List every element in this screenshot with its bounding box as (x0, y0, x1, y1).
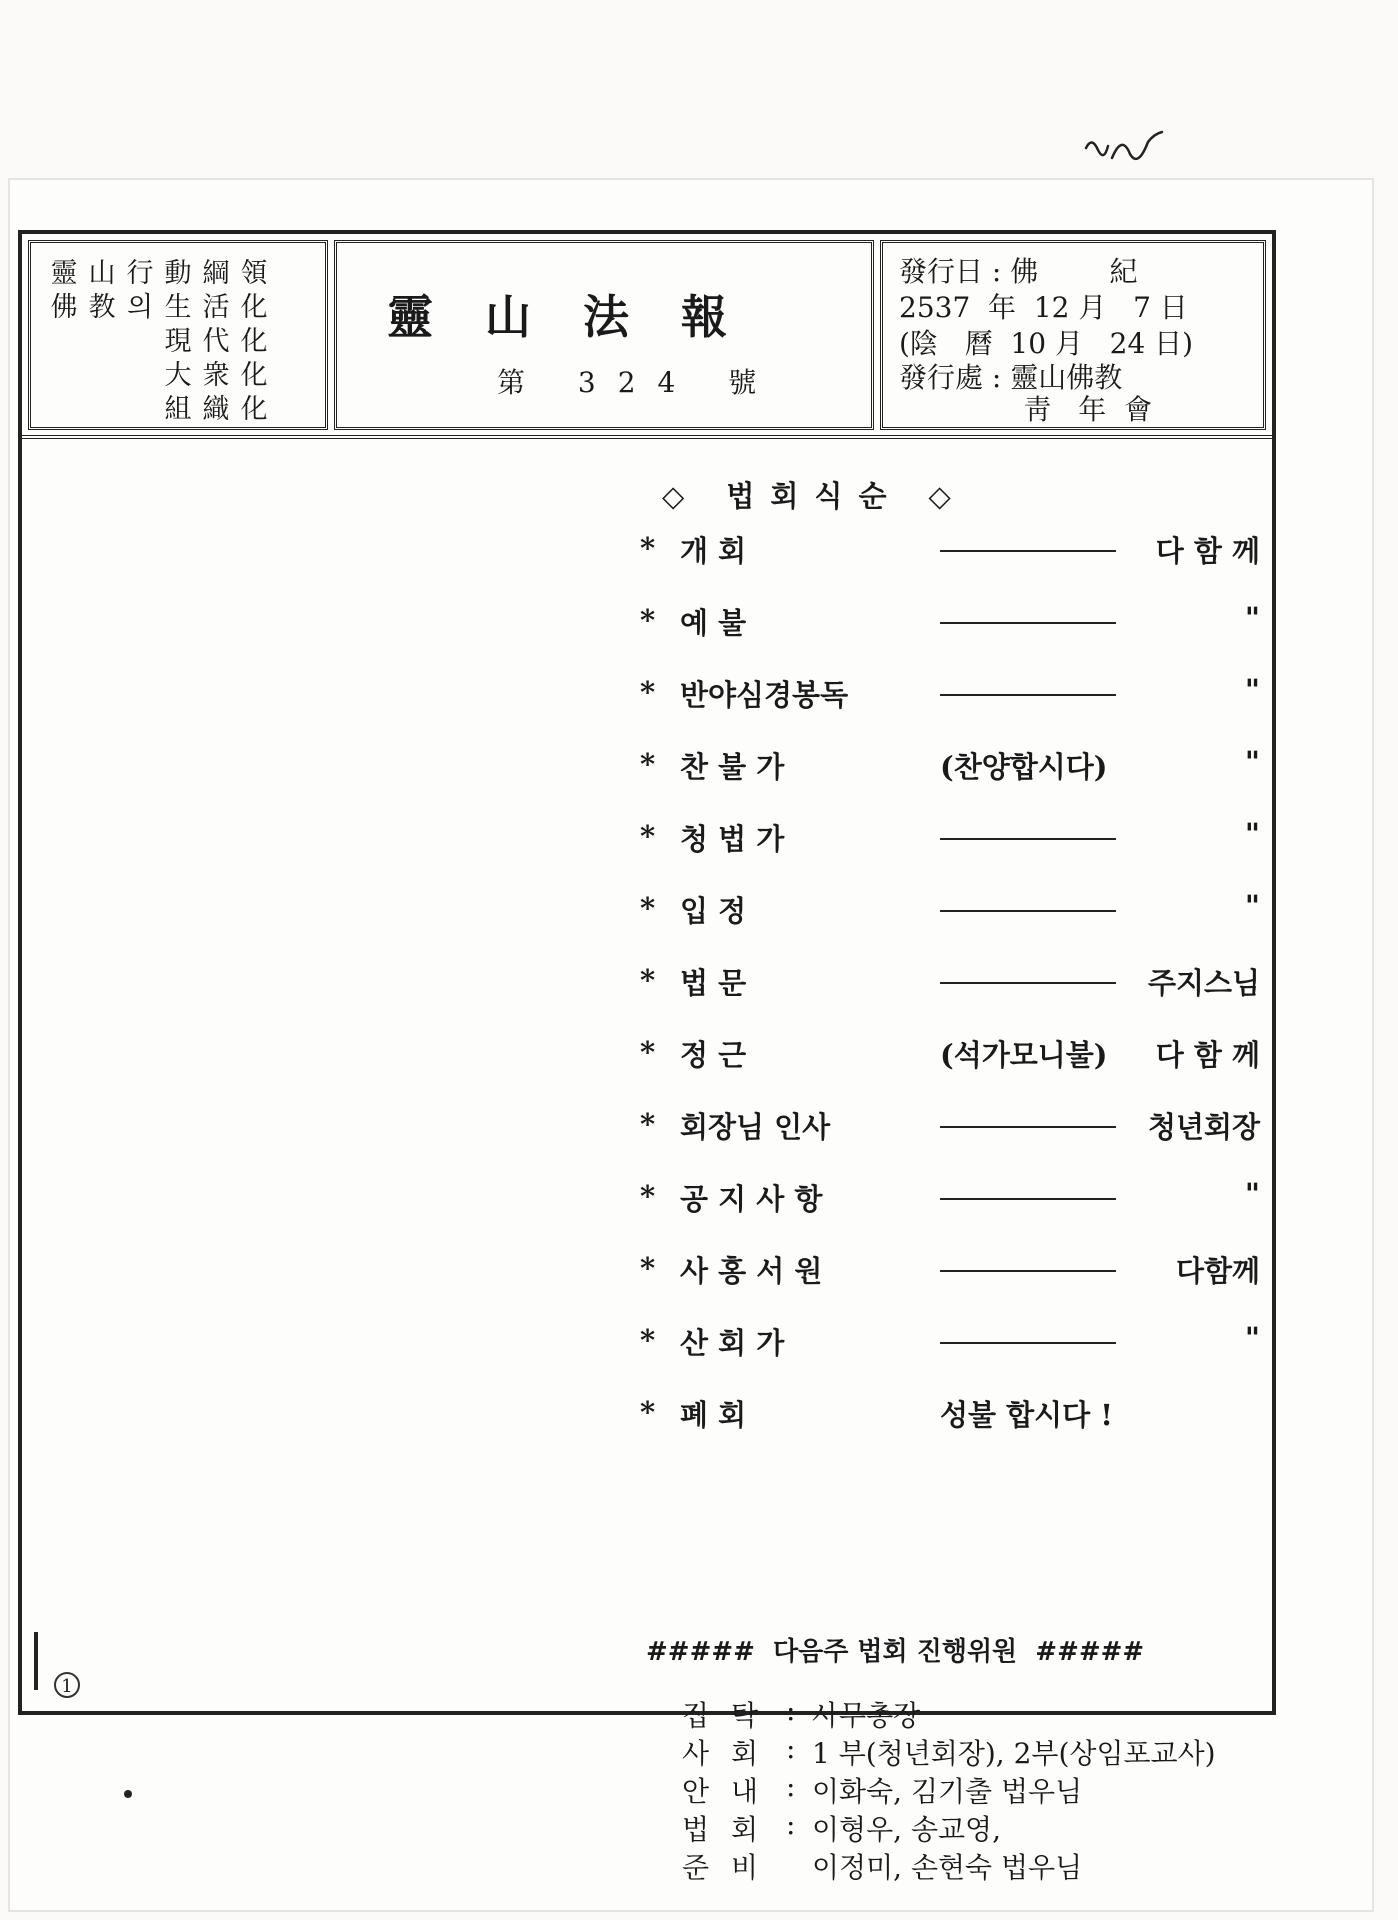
mission-char: 代 (202, 326, 230, 357)
order-label: 사 홍 서 원 (680, 1254, 823, 1288)
duty-role: 사회 (682, 1737, 781, 1770)
mission-char: 織 (202, 394, 230, 425)
mission-char: 化 (240, 292, 268, 323)
mission-char: 의 (126, 292, 154, 323)
mission-char: 大 (164, 360, 192, 391)
handwritten-mark (1078, 128, 1168, 178)
margin-mark (34, 1632, 38, 1690)
order-label: 산 회 가 (680, 1326, 785, 1360)
order-presenter: " (1244, 889, 1260, 923)
order-item (640, 529, 1260, 569)
duty-row (682, 1770, 1282, 1806)
leader-line (940, 694, 1116, 696)
order-presenter: " (1244, 817, 1260, 851)
info-line: 2537 年 12 月 7 日 (899, 291, 1188, 324)
mission-char: 活 (202, 292, 230, 323)
order-item (640, 601, 1260, 641)
order-label: 공 지 사 항 (680, 1182, 823, 1216)
mission-char (273, 291, 311, 325)
duty-role: 안내 (682, 1775, 781, 1808)
order-label: 예 불 (680, 606, 747, 640)
order-presenter: 다 함 께 (1155, 1038, 1260, 1072)
order-detail: (찬양합시다) (940, 750, 1108, 784)
leader-line (940, 910, 1116, 912)
order-presenter: " (1244, 745, 1260, 779)
mission-char: 現 (164, 326, 192, 357)
asterisk-icon: * (640, 675, 656, 709)
order-presenter: " (1244, 1321, 1260, 1355)
leader-line (940, 1342, 1116, 1344)
leader-line (940, 838, 1116, 840)
program-heading: ◇ 법회식순 ◇ (662, 479, 967, 513)
order-presenter: 주지스님 (1147, 966, 1260, 1000)
duty-row (682, 1694, 1282, 1730)
asterisk-icon: * (640, 603, 656, 637)
duty-role: 준비 (682, 1851, 781, 1884)
order-label: 회장님 인사 (680, 1110, 831, 1144)
asterisk-icon: * (640, 747, 656, 781)
mission-grid (45, 257, 311, 427)
duty-persons: 사무총장 (812, 1699, 921, 1732)
mission-char (121, 359, 159, 393)
mission-char: 綱 (202, 258, 230, 289)
duty-persons: 이정미, 손현숙 법우님 (812, 1851, 1083, 1884)
order-item (640, 1105, 1260, 1145)
asterisk-icon: * (640, 1035, 656, 1069)
mission-char: 行 (126, 258, 154, 289)
order-presenter: 다함께 (1175, 1254, 1260, 1288)
asterisk-icon: * (640, 531, 656, 565)
mission-char: 教 (88, 292, 116, 323)
mission-char (273, 325, 311, 359)
asterisk-icon: * (640, 891, 656, 925)
order-presenter: " (1244, 601, 1260, 635)
duty-row (682, 1732, 1282, 1768)
masthead (22, 234, 1272, 439)
order-item (640, 889, 1260, 929)
mission-char: 衆 (202, 360, 230, 391)
leader-line (940, 1198, 1116, 1200)
mission-box (28, 240, 328, 430)
order-item (640, 1033, 1260, 1073)
mission-char (273, 393, 311, 427)
mission-char (83, 325, 121, 359)
order-item (640, 1321, 1260, 1361)
order-item (640, 1249, 1260, 1289)
page-number: 1 (54, 1672, 80, 1698)
leader-line (940, 982, 1116, 984)
asterisk-icon: * (640, 819, 656, 853)
duty-row (682, 1808, 1282, 1844)
mission-char (121, 393, 159, 427)
info-line: 發行處 : 靈山佛教 (899, 361, 1123, 394)
asterisk-icon: * (640, 1323, 656, 1357)
info-line: 發行日 : 佛 紀 (899, 255, 1138, 288)
paper-title: 靈山法報 (387, 290, 779, 344)
mission-char (45, 359, 83, 393)
order-presenter: " (1244, 673, 1260, 707)
order-item (640, 1177, 1260, 1217)
leader-line (940, 1126, 1116, 1128)
duty-colon: : (786, 1770, 796, 1803)
mission-char: 化 (240, 394, 268, 425)
duty-persons: 이화숙, 김기출 법우님 (812, 1775, 1083, 1808)
next-week-heading: ##### 다음주 법회 진행위원 ##### (646, 1637, 1145, 1667)
mission-char: 領 (240, 258, 268, 289)
mission-char: 山 (88, 258, 116, 289)
leader-line (940, 550, 1116, 552)
mission-char (83, 393, 121, 427)
asterisk-icon: * (640, 963, 656, 997)
duty-persons: 1 부(청년회장), 2부(상임포교사) (812, 1737, 1216, 1770)
order-presenter: 청년회장 (1147, 1110, 1260, 1144)
order-label: 반야심경봉독 (680, 678, 849, 712)
ink-dot (124, 1790, 132, 1798)
mission-char: 化 (240, 360, 268, 391)
mission-char (83, 359, 121, 393)
mission-char (121, 325, 159, 359)
mission-char (45, 325, 83, 359)
order-label: 폐 회 (680, 1398, 747, 1432)
mission-char (45, 393, 83, 427)
mission-char (273, 359, 311, 393)
order-label: 찬 불 가 (680, 750, 785, 784)
duty-persons: 이형우, 송교영, (812, 1813, 1001, 1846)
order-label: 정 근 (680, 1038, 747, 1072)
newsletter-frame (18, 230, 1276, 1884)
duty-colon: : (786, 1808, 796, 1841)
order-label: 청 법 가 (680, 822, 785, 856)
mission-char: 動 (164, 258, 192, 289)
mission-char (273, 257, 311, 291)
service-program (22, 439, 1272, 1884)
title-box (334, 240, 874, 430)
order-detail: (석가모니불) (940, 1038, 1108, 1072)
asterisk-icon: * (640, 1179, 656, 1213)
asterisk-icon: * (640, 1107, 656, 1141)
order-label: 개 회 (680, 534, 747, 568)
mission-char: 生 (164, 292, 192, 323)
order-label: 입 정 (680, 894, 747, 928)
order-label: 법 문 (680, 966, 747, 1000)
order-presenter: " (1244, 1177, 1260, 1211)
mission-char: 組 (164, 394, 192, 425)
duty-role: 법회 (682, 1813, 781, 1846)
info-line: (陰 曆 10 月 24 日) (899, 327, 1194, 360)
order-item (640, 817, 1260, 857)
mission-char: 化 (240, 326, 268, 357)
issue-number: 第 324 號 (497, 366, 779, 399)
asterisk-icon: * (640, 1395, 656, 1429)
leader-line (940, 622, 1116, 624)
order-item (640, 673, 1260, 713)
info-line: 靑 年 會 (899, 393, 1153, 426)
duty-colon: : (786, 1732, 796, 1765)
order-detail: 성불 합시다 ! (940, 1398, 1113, 1432)
duty-colon: : (786, 1694, 796, 1727)
order-presenter: 다 함 께 (1155, 534, 1260, 568)
leader-line (940, 1270, 1116, 1272)
asterisk-icon: * (640, 1251, 656, 1285)
mission-char: 靈 (50, 258, 78, 289)
publication-info (880, 240, 1266, 430)
order-item (640, 1393, 1260, 1433)
duty-row (682, 1846, 1282, 1882)
order-item (640, 961, 1260, 1001)
mission-char: 佛 (50, 292, 78, 323)
duty-role: 집탁 (682, 1699, 781, 1732)
order-item (640, 745, 1260, 785)
